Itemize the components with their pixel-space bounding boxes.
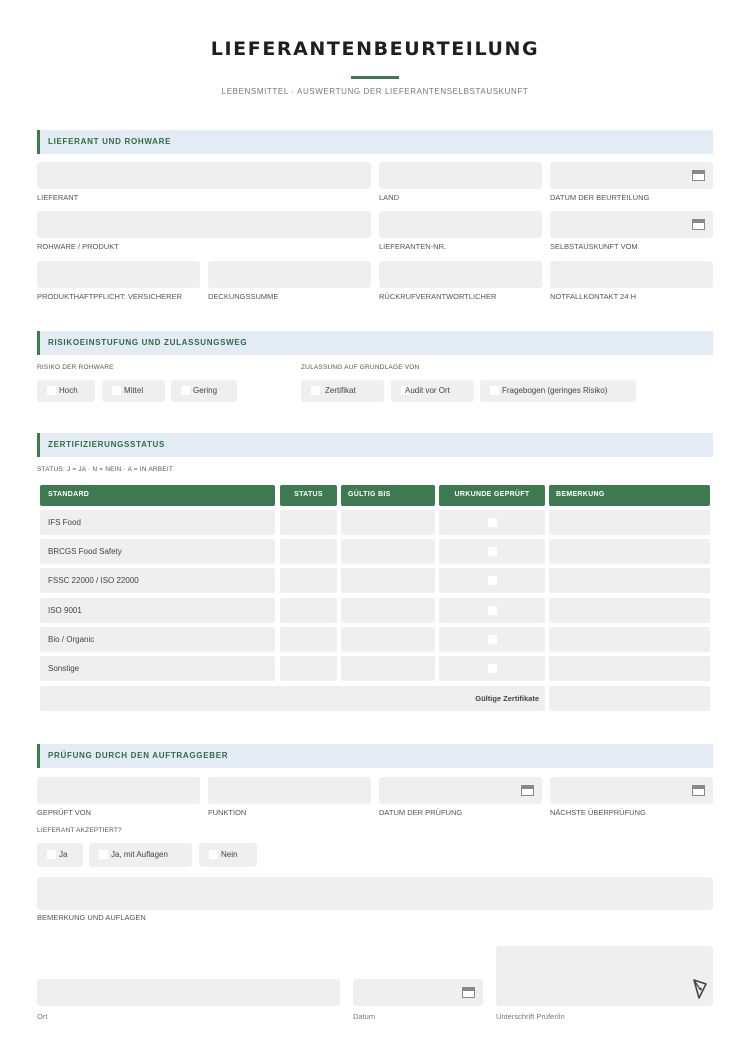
column-header-gueltig-bis: GÜLTIG BIS [341,485,435,506]
page-title: LIEFERANTENBEURTEILUNG [210,38,540,60]
calendar-icon[interactable] [462,987,475,998]
checkbox[interactable] [112,386,121,395]
checkbox[interactable] [99,850,108,859]
approval-label: ZULASSUNG AUF GRUNDLAGE VON [301,364,420,371]
datum-pruefung-label: DATUM DER PRÜFUNG [379,808,463,817]
checkbox[interactable] [47,386,56,395]
bemerkung-cell-field[interactable] [549,598,710,623]
checkbox[interactable] [490,386,499,395]
checkbox[interactable] [209,850,218,859]
accepted-label: LIEFERANT AKZEPTIERT? [37,827,122,834]
option-label: Mittel [124,386,144,395]
datum-label: Datum [353,1012,376,1021]
funktion-field[interactable] [208,777,371,804]
section-title: LIEFERANT UND ROHWARE [48,137,172,146]
rohware-field[interactable] [37,211,371,238]
naechste-pruefung-field[interactable] [550,777,713,804]
option-label: Ja [59,850,68,859]
section-title: PRÜFUNG DURCH DEN AUFTRAGGEBER [48,751,229,760]
bemerkung-label: BEMERKUNG UND AUFLAGEN [37,913,146,922]
ort-label: Ort [37,1012,48,1021]
bemerkung-field[interactable] [37,877,713,910]
standard-name: IFS Food [48,518,81,527]
versicherer-label: PRODUKTHAFTPFLICHT: VERSICHERER [37,292,183,301]
risk-option-mittel[interactable] [102,380,165,402]
urkunde-geprueft-cell [439,539,545,564]
standard-name: ISO 9001 [48,606,82,615]
bemerkung-cell-field[interactable] [549,656,710,681]
option-label: Hoch [59,386,78,395]
column-header-urkunde: URKUNDE GEPRÜFT [439,485,545,506]
standard-cell [40,627,275,652]
bemerkung-cell-field[interactable] [549,568,710,593]
urkunde-checkbox[interactable] [488,635,497,644]
gueltig-bis-field[interactable] [341,539,435,564]
urkunde-checkbox[interactable] [488,518,497,527]
option-label: Nein [221,850,238,859]
option-label: Fragebogen (geringes Risiko) [502,386,608,395]
lieferant-field[interactable] [37,162,371,189]
urkunde-checkbox[interactable] [488,576,497,585]
gueltig-bis-field[interactable] [341,568,435,593]
risk-option-hoch[interactable] [37,380,95,402]
pen-nib-icon [693,978,707,1000]
standard-name: FSSC 22000 / ISO 22000 [48,576,139,585]
summary-row [40,686,545,711]
option-label: Ja, mit Auflagen [111,850,168,859]
gueltig-bis-field[interactable] [341,510,435,535]
bemerkung-cell-field[interactable] [549,510,710,535]
section-header-certification [37,433,713,457]
rueckruf-field[interactable] [379,261,542,288]
urkunde-checkbox[interactable] [488,606,497,615]
status-field[interactable] [280,598,337,623]
column-header-status: STATUS [280,485,337,506]
standard-name: Sonstige [48,664,80,673]
calendar-icon[interactable] [692,785,705,796]
lieferanten-nr-field[interactable] [379,211,542,238]
standard-cell [40,598,275,623]
notfall-label: NOTFALLKONTAKT 24 H [550,292,636,301]
status-field[interactable] [280,568,337,593]
urkunde-geprueft-cell [439,627,545,652]
column-header-bemerkung: BEMERKUNG [549,485,710,506]
title-underline [351,76,399,79]
standard-name: BRCGS Food Safety [48,547,122,556]
option-label: Audit vor Ort [405,386,450,395]
datum-field[interactable] [353,979,483,1006]
urkunde-checkbox[interactable] [488,547,497,556]
checkbox[interactable] [181,386,190,395]
status-legend: STATUS: J = JA · N = NEIN · A = IN ARBEIT [37,466,174,473]
bemerkung-cell-field[interactable] [549,539,710,564]
calendar-icon[interactable] [692,219,705,230]
section-header-review [37,744,713,768]
ort-field[interactable] [37,979,340,1006]
urkunde-geprueft-cell [439,656,545,681]
status-field[interactable] [280,539,337,564]
section-title: RISIKOEINSTUFUNG UND ZULASSUNGSWEG [48,338,248,347]
datum-pruefung-field[interactable] [379,777,542,804]
bemerkung-cell-field[interactable] [549,627,710,652]
urkunde-geprueft-cell [439,510,545,535]
standard-cell [40,510,275,535]
gueltig-bis-field[interactable] [341,627,435,652]
urkunde-geprueft-cell [439,598,545,623]
versicherer-field[interactable] [37,261,200,288]
standard-cell [40,568,275,593]
checkbox[interactable] [47,850,56,859]
checkbox[interactable] [311,386,320,395]
calendar-icon[interactable] [692,170,705,181]
status-field[interactable] [280,510,337,535]
land-field[interactable] [379,162,542,189]
status-field[interactable] [280,656,337,681]
section-header-supplier [37,130,713,154]
rueckruf-label: RÜCKRUFVERANTWORTLICHER [379,292,497,301]
land-label: LAND [379,193,400,202]
lieferant-label: LIEFERANT [37,193,79,202]
deckungssumme-field[interactable] [208,261,371,288]
urkunde-checkbox[interactable] [488,664,497,673]
funktion-label: FUNKTION [208,808,247,817]
datum-beurteilung-field[interactable] [550,162,713,189]
section-header-risk [37,331,713,355]
lieferanten-nr-label: LIEFERANTEN-NR. [379,242,447,251]
datum-beurteilung-label: DATUM DER BEURTEILUNG [550,193,650,202]
unterschrift-label: Unterschrift Prüfer/in [496,1012,565,1021]
selbstauskunft-label: SELBSTAUSKUNFT VOM [550,242,638,251]
urkunde-geprueft-cell [439,568,545,593]
standard-cell [40,539,275,564]
option-label: Gering [193,386,218,395]
approval-option-fragebogen[interactable] [480,380,636,402]
naechste-pruefung-label: NÄCHSTE ÜBERPRÜFUNG [550,808,646,817]
standard-name: Bio / Organic [48,635,95,644]
gueltig-bis-field[interactable] [341,656,435,681]
page-subtitle: LEBENSMITTEL · AUSWERTUNG DER LIEFERANTENSELBSTAUSKUNFT [221,87,529,96]
approval-option-zertifikat[interactable] [301,380,384,402]
calendar-icon[interactable] [521,785,534,796]
gueltig-bis-field[interactable] [341,598,435,623]
option-label: Zertifikat [325,386,356,395]
geprueft-von-label: GEPRÜFT VON [37,808,92,817]
standard-cell [40,656,275,681]
accepted-option-ja[interactable] [37,843,83,867]
accepted-option-ja-auflagen[interactable] [89,843,192,867]
status-field[interactable] [280,627,337,652]
summary-label: Gültige Zertifikate [475,694,539,703]
signature-field[interactable] [496,946,713,1006]
section-title: ZERTIFIZIERUNGSSTATUS [48,440,166,449]
deckungssumme-label: DECKUNGSSUMME [208,292,279,301]
column-header-standard: STANDARD [40,485,275,506]
risk-option-gering[interactable] [171,380,237,402]
approval-option-audit[interactable] [391,380,474,402]
risk-label: RISIKO DER ROHWARE [37,364,114,371]
notfall-field[interactable] [550,261,713,288]
summary-value-field[interactable] [549,686,710,711]
accepted-option-nein[interactable] [199,843,257,867]
rohware-label: ROHWARE / PRODUKT [37,242,119,251]
selbstauskunft-field[interactable] [550,211,713,238]
geprueft-von-field[interactable] [37,777,200,804]
